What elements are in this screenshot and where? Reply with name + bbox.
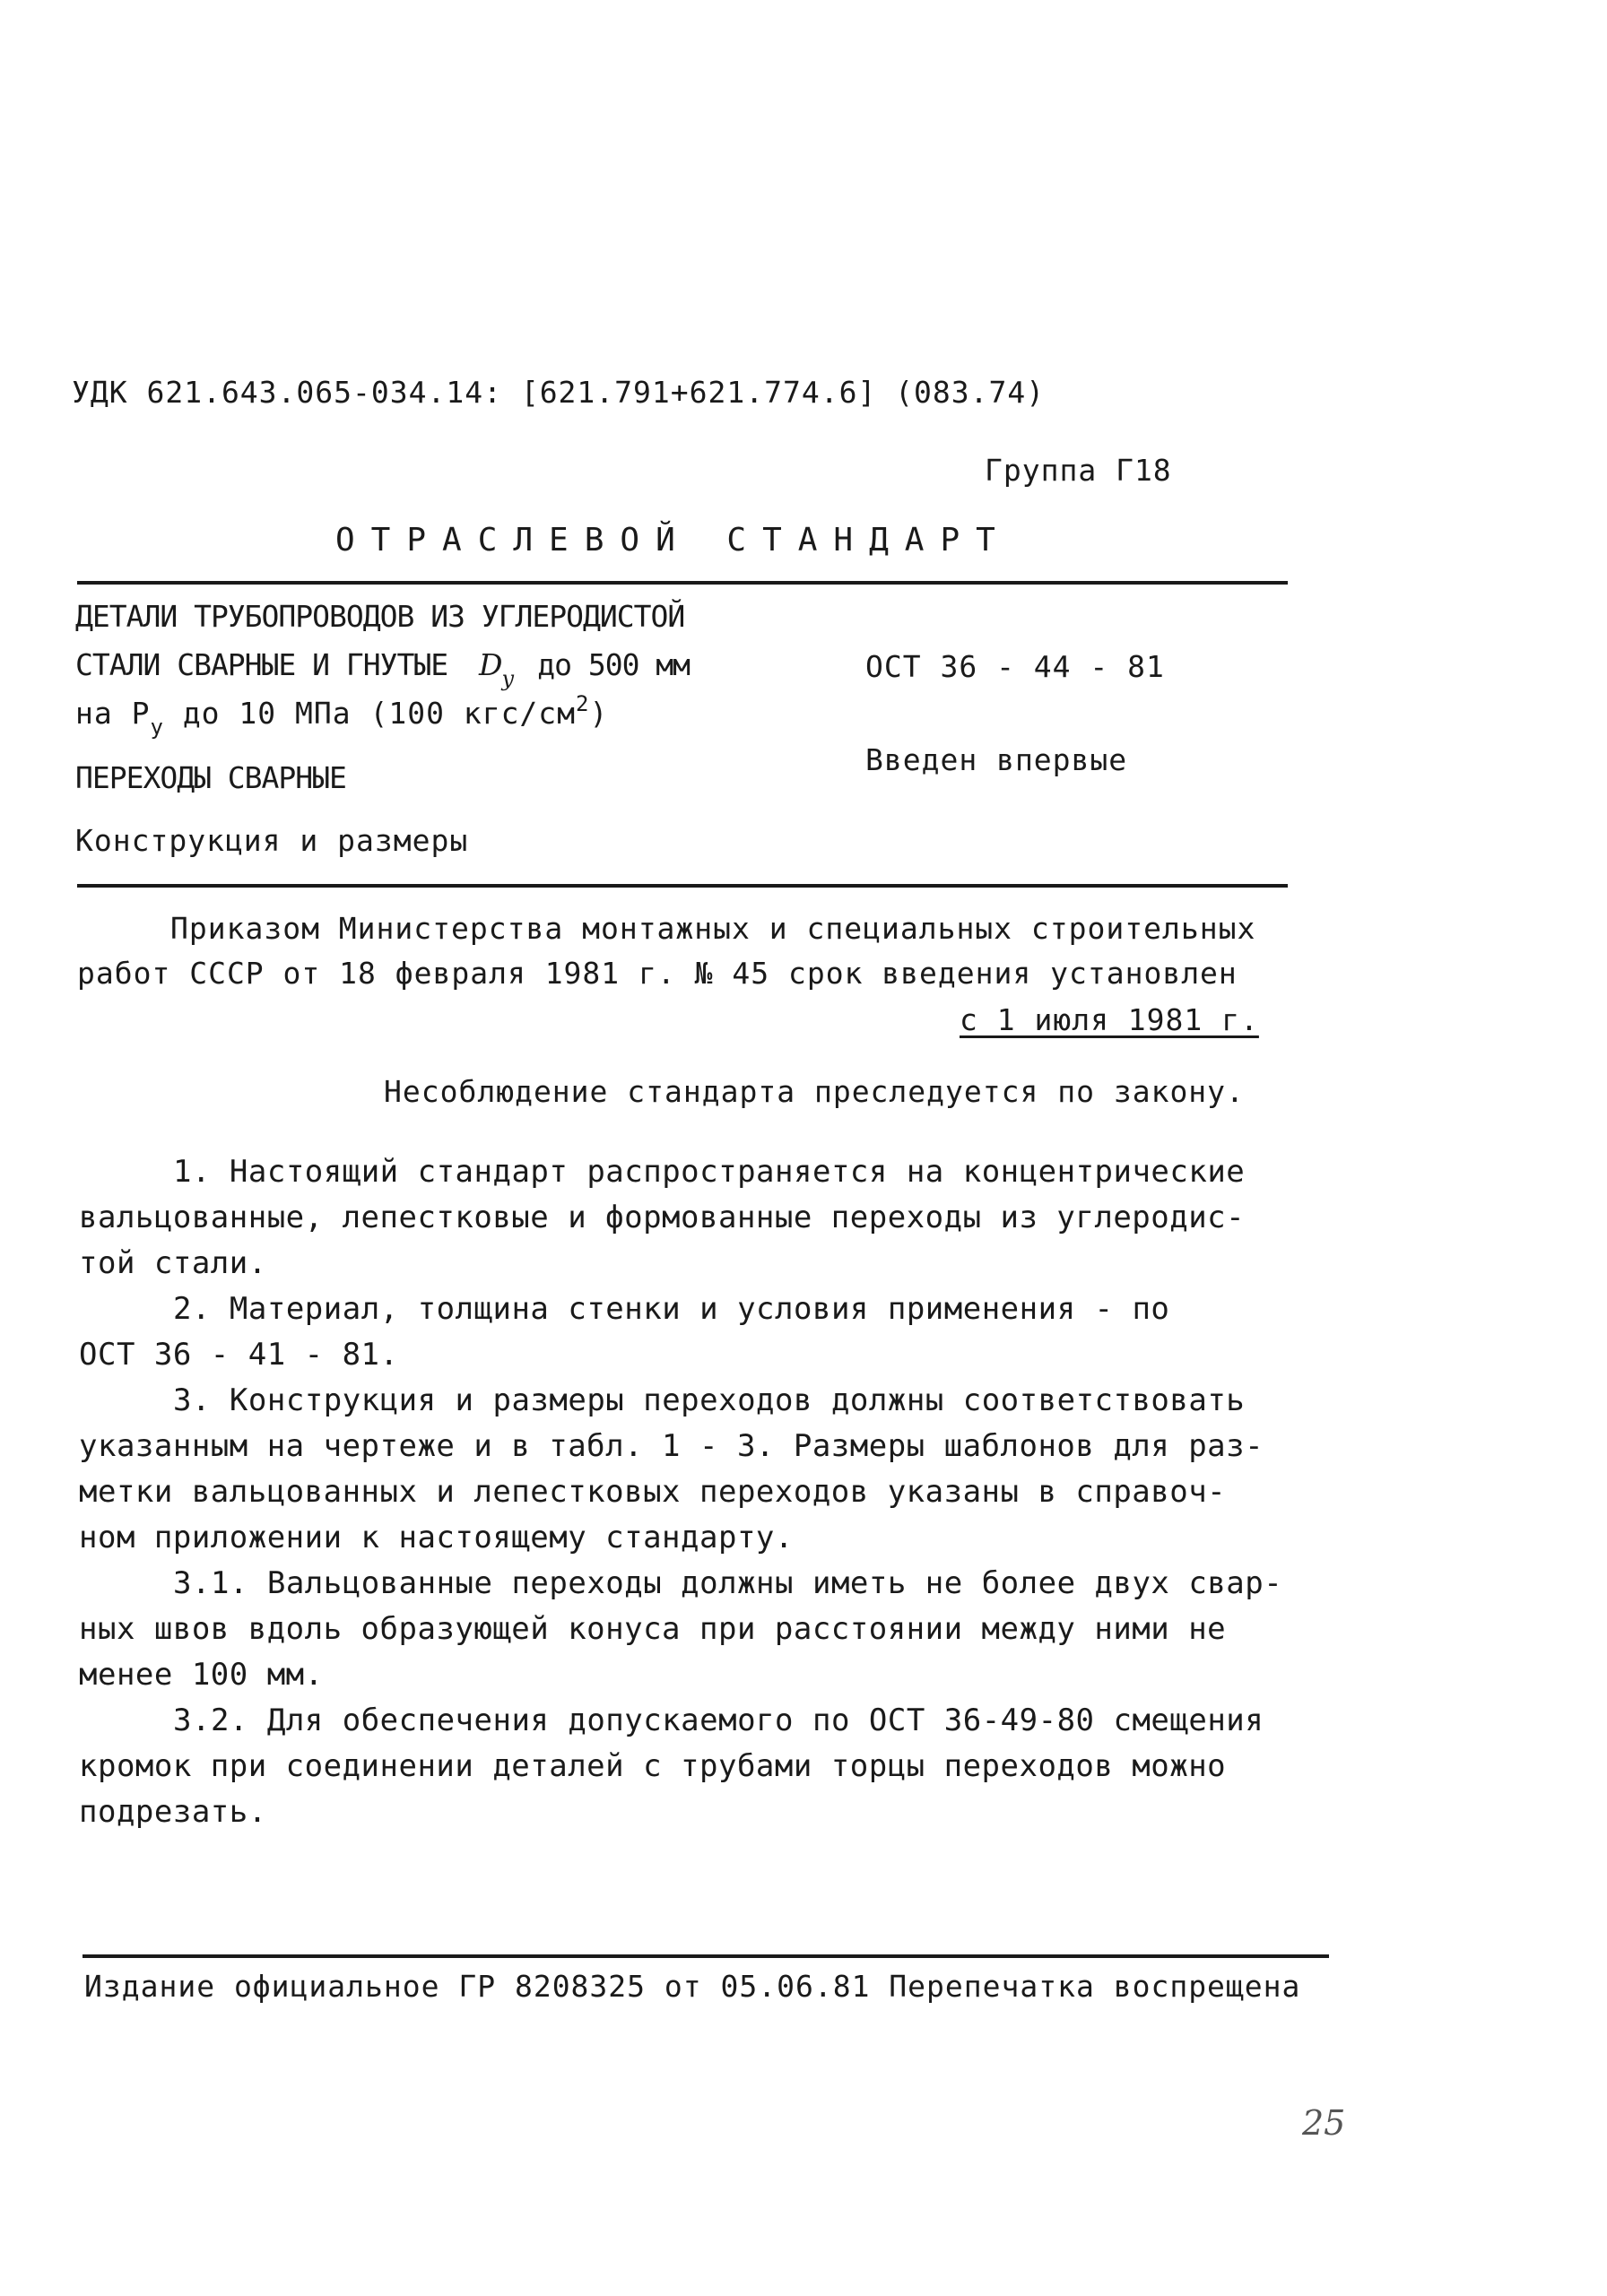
introduced-note: Введен впервые <box>865 742 1128 777</box>
clause-3: 3. Конструкция и размеры переходов должны соответствовать указанным на чертеже и в табл. 1 - 3. Размеры шаблонов для раз- метки вальцованных и лепестковых переходов указаны в справоч- ном приложении к настоящему стандарту. <box>79 1382 1264 1555</box>
clause-3-1: 3.1. Вальцованные переходы должны иметь не более двух свар- ных швов вдоль образующей конуса при расстоянии между ними не менее 100 мм. <box>79 1565 1283 1693</box>
title-line-1: ДЕТАЛИ ТРУБОПРОВОДОВ ИЗ УГЛЕРОДИСТОЙ <box>75 599 685 634</box>
title-line-4: ПЕРЕХОДЫ СВАРНЫЕ <box>75 760 346 795</box>
page-number: 25 <box>1302 2103 1346 2143</box>
order-line-1: Приказом Министерства монтажных и специальных строительных <box>170 911 1256 946</box>
top-rule <box>77 581 1288 585</box>
edition-note: Издание официальное ГР 8208325 от 05.06.81 Перепечатка воспрещена <box>84 1969 1301 2004</box>
title-line-3: на $P_у$ до 10 МПа (100 кгс/$см^2$) <box>75 691 609 740</box>
nominal-diameter-symbol: $D_у$ <box>478 647 514 691</box>
title-line-5: Конструкция и размеры <box>75 823 469 858</box>
standard-designation: ОСТ 36 - 44 - 81 <box>865 649 1165 684</box>
effective-date: с 1 июля 1981 г. <box>960 1002 1259 1037</box>
title-line-2: СТАЛИ СВАРНЫЕ И ГНУТЫЕ $D_у$ до 500 мм <box>75 647 691 691</box>
udk-code: УДК 621.643.065-034.14: [621.791+621.774.6] (083.74) <box>72 375 1046 410</box>
standard-heading: ОТРАСЛЕВОЙ СТАНДАРТ <box>335 522 1012 559</box>
clause-3-2: 3.2. Для обеспечения допускаемого по ОСТ 36-49-80 смещения кромок при соединении деталей с трубами торцы переходов можно подрезать. <box>79 1703 1264 1830</box>
group-label: Группа Г18 <box>985 453 1172 488</box>
clause-1: 1. Настоящий стандарт распространяется на концентрические вальцованные, лепестковые и формованные переходы из углеродис- той стали. <box>79 1154 1246 1281</box>
legal-warning: Несоблюдение стандарта преследуется по закону. <box>384 1074 1245 1109</box>
title-block-rule <box>77 884 1288 888</box>
footer-rule <box>83 1954 1329 1958</box>
clause-2: 2. Материал, толщина стенки и условия применения - по ОСТ 36 - 41 - 81. <box>79 1291 1170 1373</box>
order-line-2: работ СССР от 18 февраля 1981 г. № 45 срок введения установлен <box>77 956 1238 991</box>
